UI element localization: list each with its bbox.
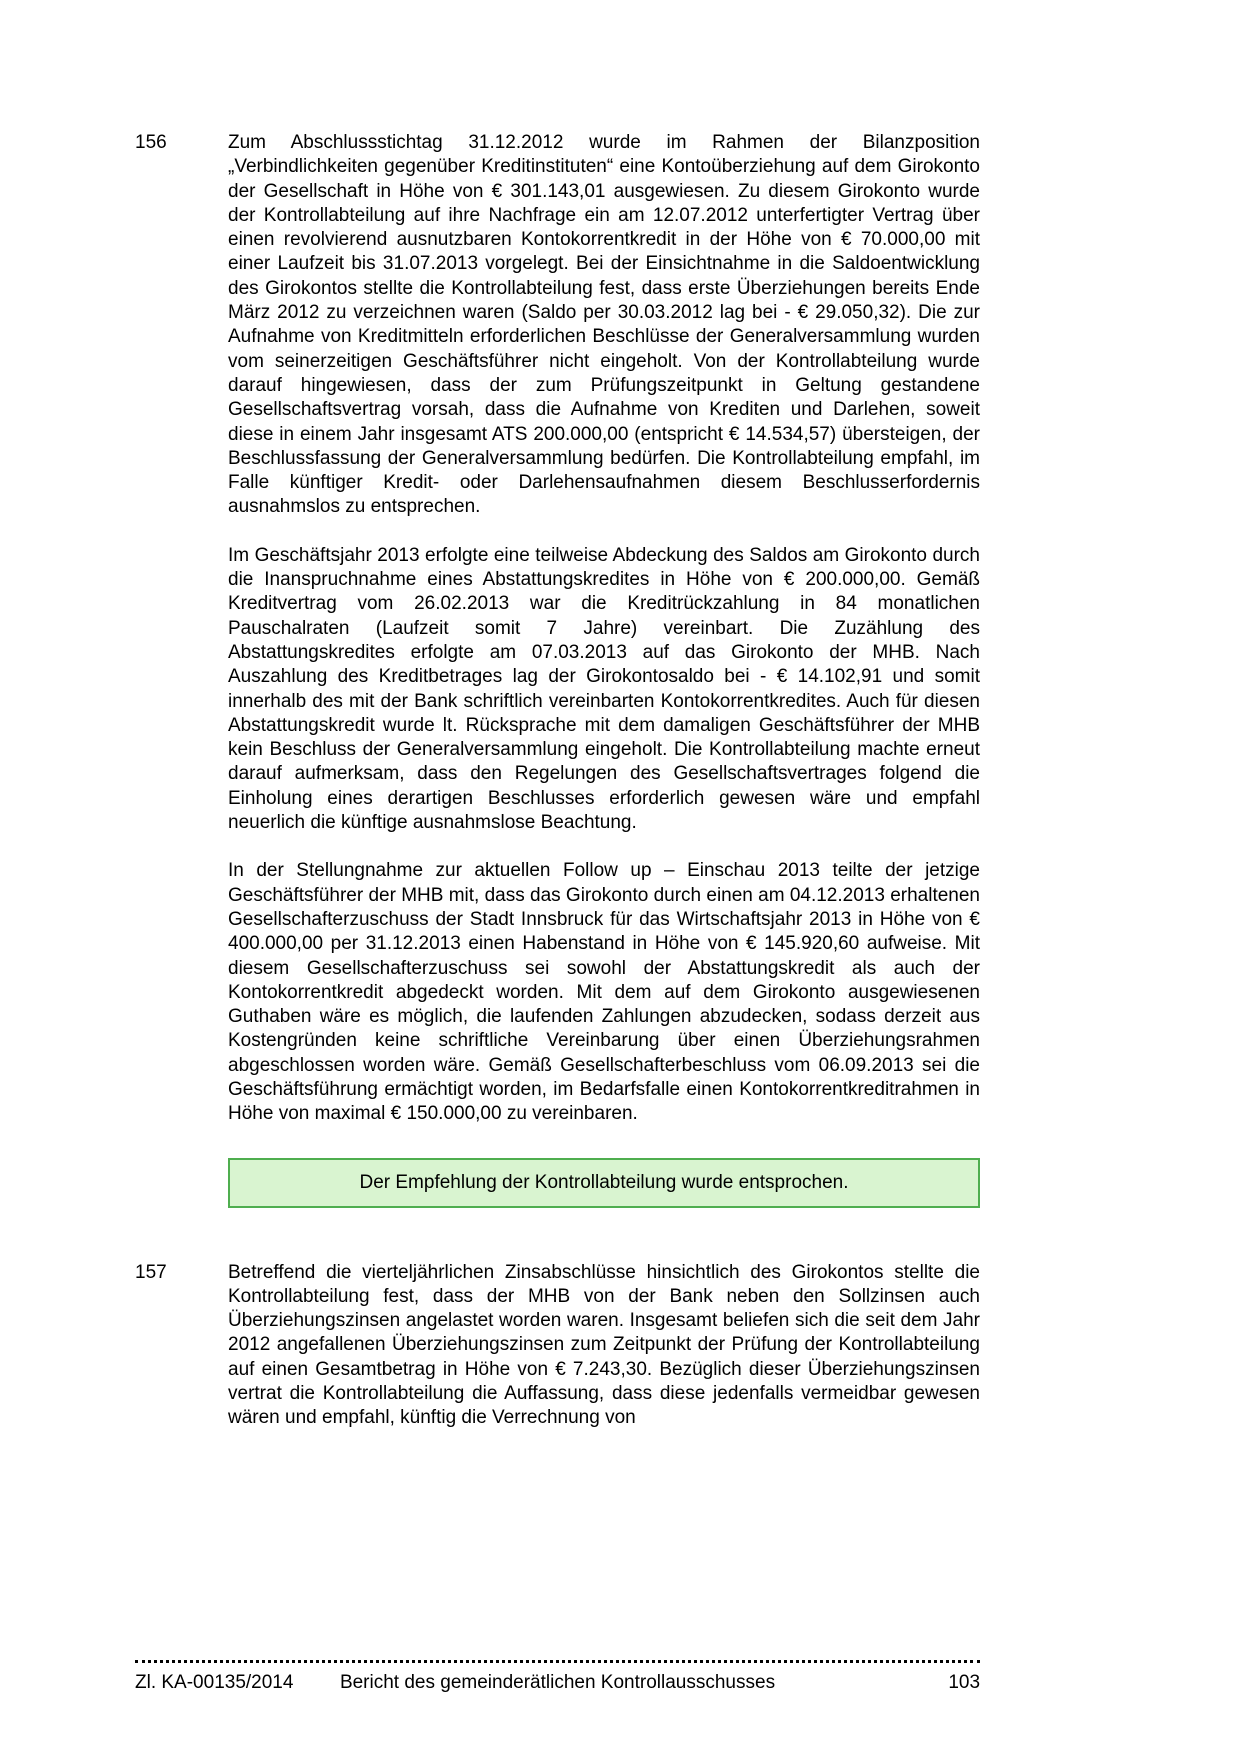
item-body-156 — [228, 131, 980, 1208]
report-item-156 — [135, 131, 980, 1208]
page-number: 103 — [948, 1672, 981, 1693]
footer-divider — [135, 1660, 980, 1663]
item-body-157 — [228, 1261, 980, 1455]
footer-row — [135, 1672, 980, 1694]
paragraph: Zum Abschlussstichtag 31.12.2012 wurde im Rahmen der Bilanzposition „Verbindlichkeiten gegenüber Kreditinstituten“ eine Kontoüberziehung auf dem Girokonto der Gesellschaft in Höhe von € 301.143,01 ausgewiesen. Zu diesem Girokonto wurde der Kontrollabteilung auf ihre Nachfrage ein am 12.07.2012 unterfertigter Vertrag über einen revolvierend ausnutzbaren Kontokorrentkredit in der Höhe von € 70.000,00 mit einer Laufzeit bis 31.07.2013 vorgelegt. Bei der Einsichtnahme in die Saldoentwicklung des Girokontos stellte die Kontrollabteilung fest, dass erste Überziehungen bereits Ende März 2012 zu verzeichnen waren (Saldo per 30.03.2012 lag bei - € 29.050,32). Die zur Aufnahme von Kreditmitteln erforderlichen Beschlüsse der Generalversammlung wurden vom seinerzeitigen Geschäftsführer nicht eingeholt. Von der Kontrollabteilung wurde darauf hingewiesen, dass der zum Prüfungszeitpunkt in Geltung gestandene Gesellschaftsvertrag vorsah, dass die Aufnahme von Krediten und Darlehen, soweit diese in einem Jahr insgesamt ATS 200.000,00 (entspricht € 14.534,57) übersteigen, der Beschlussfassung der Generalversammlung bedürfen. Die Kontrollabteilung empfahl, im Falle künftiger Kredit- oder Darlehensaufnahmen diesem Beschlusserfordernis ausnahmslos zu entsprechen. — [228, 132, 980, 518]
paragraph: In der Stellungnahme zur aktuellen Follow up – Einschau 2013 teilte der jetzige Geschäftsführer der MHB mit, dass das Girokonto durch einen am 04.12.2013 erhaltenen Gesellschafterzuschuss der Stadt Innsbruck für das Wirtschaftsjahr 2013 in Höhe von € 400.000,00 per 31.12.2013 einen Habenstand in Höhe von € 145.920,60 aufweise. Mit diesem Gesellschafterzuschuss sei sowohl der Abstattungskredit als auch der Kontokorrentkredit abgedeckt worden. Mit dem auf dem Girokonto ausgewiesenen Guthaben wäre es möglich, die laufenden Zahlungen abzudecken, sodass derzeit aus Kostengründen keine schriftliche Vereinbarung über einen Überziehungsrahmen abgeschlossen worden wäre. Gemäß Gesellschafterbeschluss vom 06.09.2013 sei die Geschäftsführung ermächtigt worden, im Bedarfsfalle einen Kontokorrentkreditrahmen in Höhe von maximal € 150.000,00 zu vereinbaren. — [228, 860, 980, 1125]
item-number-156: 156 — [135, 132, 167, 153]
recommendation-text: Der Empfehlung der Kontrollabteilung wurde entsprochen. — [359, 1171, 849, 1193]
document-reference: Zl. KA-00135/2014 — [135, 1672, 294, 1693]
document-content — [135, 131, 980, 1455]
item-number-157: 157 — [135, 1261, 167, 1283]
report-item-157 — [135, 1261, 980, 1455]
paragraph: Im Geschäftsjahr 2013 erfolgte eine teilweise Abdeckung des Saldos am Girokonto durch die Inanspruchnahme eines Abstattungskredites in Höhe von € 200.000,00. Gemäß Kreditvertrag vom 26.02.2013 war die Kreditrückzahlung in 84 monatlichen Pauschalraten (Laufzeit somit 7 Jahre) vereinbart. Die Zuzählung des Abstattungskredites erfolgte am 07.03.2013 auf das Girokonto der MHB. Nach Auszahlung des Kreditbetrages lag der Girokontosaldo bei - € 14.102,91 und somit innerhalb des mit der Bank schriftlich vereinbarten Kontokorrentkredites. Auch für diesen Abstattungskredit wurde lt. Rücksprache mit dem damaligen Geschäftsführer der MHB kein Beschluss der Generalversammlung eingeholt. Die Kontrollabteilung machte erneut darauf aufmerksam, dass den Regelungen des Gesellschaftsvertrages folgend die Einholung eines derartigen Beschlusses erforderlich gewesen wäre und empfahl neuerlich die künftige ausnahmslose Beachtung. — [228, 544, 980, 834]
paragraph: Betreffend die vierteljährlichen Zinsabschlüsse hinsichtlich des Girokontos stellte die Kontrollabteilung fest, dass der MHB von der Bank neben den Sollzinsen auch Überziehungszinsen angelastet worden waren. Insgesamt beliefen sich die seit dem Jahr 2012 angefallenen Überziehungszinsen zum Zeitpunkt der Prüfung der Kontrollabteilung auf einen Gesamtbetrag in Höhe von € 7.243,30. Bezüglich dieser Überziehungszinsen vertrat die Kontrollabteilung die Auffassung, dass diese jedenfalls vermeidbar gewesen wären und empfahl, künftig die Verrechnung von — [228, 1261, 980, 1429]
page-footer — [135, 1660, 980, 1694]
recommendation-box — [228, 1158, 980, 1208]
footer-title: Bericht des gemeinderätlichen Kontrollausschusses — [339, 1672, 776, 1693]
